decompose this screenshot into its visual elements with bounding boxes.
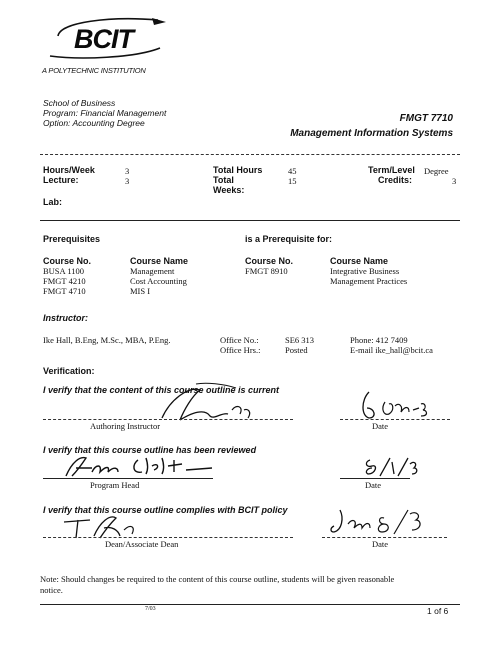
prereq-for-row-name: Management Practices (330, 276, 408, 286)
date-label-1: Date (372, 421, 389, 431)
total-weeks-label-1: Total (213, 175, 234, 185)
date-handwriting-2 (362, 452, 422, 480)
hours-week-value: 3 (125, 166, 130, 176)
logo-wordmark: BCIT (74, 24, 133, 54)
prereq-col-course-no: Course No. (43, 256, 92, 266)
signature-line-1 (43, 419, 293, 420)
verify-statement-3: I verify that this course outline complies with BCIT policy (43, 505, 288, 515)
footer-page: 1 of 6 (427, 606, 449, 616)
logo-tagline: A POLYTECHNIC INSTITUTION (42, 66, 146, 75)
date-label-3: Date (372, 539, 389, 549)
instructor-name: Ike Hall, B.Eng, M.Sc., MBA, P.Eng. (43, 335, 171, 345)
date-value-3 (340, 515, 344, 516)
option-name: Option: Accounting Degree (43, 118, 145, 128)
info-divider (40, 220, 460, 221)
prereq-for-row-name: Integrative Business (330, 266, 400, 276)
term-level-value: Degree (424, 166, 449, 176)
date-handwriting-3 (328, 504, 438, 540)
lecture-value: 3 (125, 176, 130, 186)
hours-week-label: Hours/Week (43, 165, 95, 175)
instructor-email: E-mail ike_hall@bcit.ca (350, 345, 433, 355)
instructor-signature (140, 380, 260, 424)
course-title: Management Information Systems (290, 128, 453, 139)
prereq-row-name: MIS I (130, 286, 151, 296)
date-value-1 (360, 400, 364, 401)
instructor-label: Instructor: (43, 313, 88, 323)
lab-label: Lab: (43, 197, 62, 207)
total-weeks-label-2: Weeks: (213, 185, 245, 195)
prereq-for-title: is a Prerequisite for: (245, 234, 333, 244)
program-name: Program: Financial Management (43, 108, 167, 118)
total-hours-value: 45 (288, 166, 297, 176)
course-code: FMGT 7710 (399, 113, 453, 124)
instructor-phone: Phone: 412 7409 (350, 335, 408, 345)
prereq-for-col-course-name: Course Name (330, 256, 389, 266)
prereq-title: Prerequisites (43, 234, 101, 244)
term-level-label: Term/Level (368, 165, 415, 175)
prereq-row-no: FMGT 4210 (43, 276, 86, 286)
verification-title: Verification: (43, 366, 95, 376)
prereq-row-no: FMGT 4710 (43, 286, 86, 296)
signature-line-2 (43, 478, 213, 479)
signature-label-1: Authoring Instructor (90, 421, 161, 431)
credits-value: 3 (452, 176, 457, 186)
total-weeks-value: 15 (288, 176, 297, 186)
date-value-2 (365, 462, 368, 463)
date-label-2: Date (365, 480, 382, 490)
office-hrs-value: Posted (285, 345, 308, 355)
office-hrs-label: Office Hrs.: (220, 345, 261, 355)
total-hours-label: Total Hours (213, 165, 263, 175)
prereq-row-name: Management (130, 266, 175, 276)
note-line-1: Note: Should changes be required to the content of this course outline, students will be given reasonable (40, 574, 395, 584)
prereq-row-name: Cost Accounting (130, 276, 187, 286)
verify-statement-2: I verify that this course outline has been reviewed (43, 445, 257, 455)
header-divider (40, 154, 460, 155)
office-no-value: SE6 313 (285, 335, 315, 345)
office-no-label: Office No.: (220, 335, 259, 345)
credits-label: Credits: (378, 175, 413, 185)
date-line-3 (322, 537, 447, 538)
prereq-col-course-name: Course Name (130, 256, 189, 266)
school-name: School of Business (43, 98, 116, 108)
signature-line-3 (43, 537, 293, 538)
lecture-label: Lecture: (43, 175, 79, 185)
prereq-for-row-no: FMGT 8910 (245, 266, 288, 276)
footer-code: 7/03 (145, 606, 156, 612)
bcit-logo (40, 14, 170, 76)
note-line-2: notice. (40, 585, 63, 595)
prereq-for-col-course-no: Course No. (245, 256, 294, 266)
date-line-1 (340, 419, 450, 420)
prereq-row-no: BUSA 1100 (43, 266, 85, 276)
signature-label-2: Program Head (90, 480, 140, 490)
date-line-2 (340, 478, 410, 479)
signature-label-3: Dean/Associate Dean (105, 539, 179, 549)
verify-statement-1: I verify that the content of this course outline is current (43, 385, 280, 395)
footer-divider (40, 604, 460, 605)
